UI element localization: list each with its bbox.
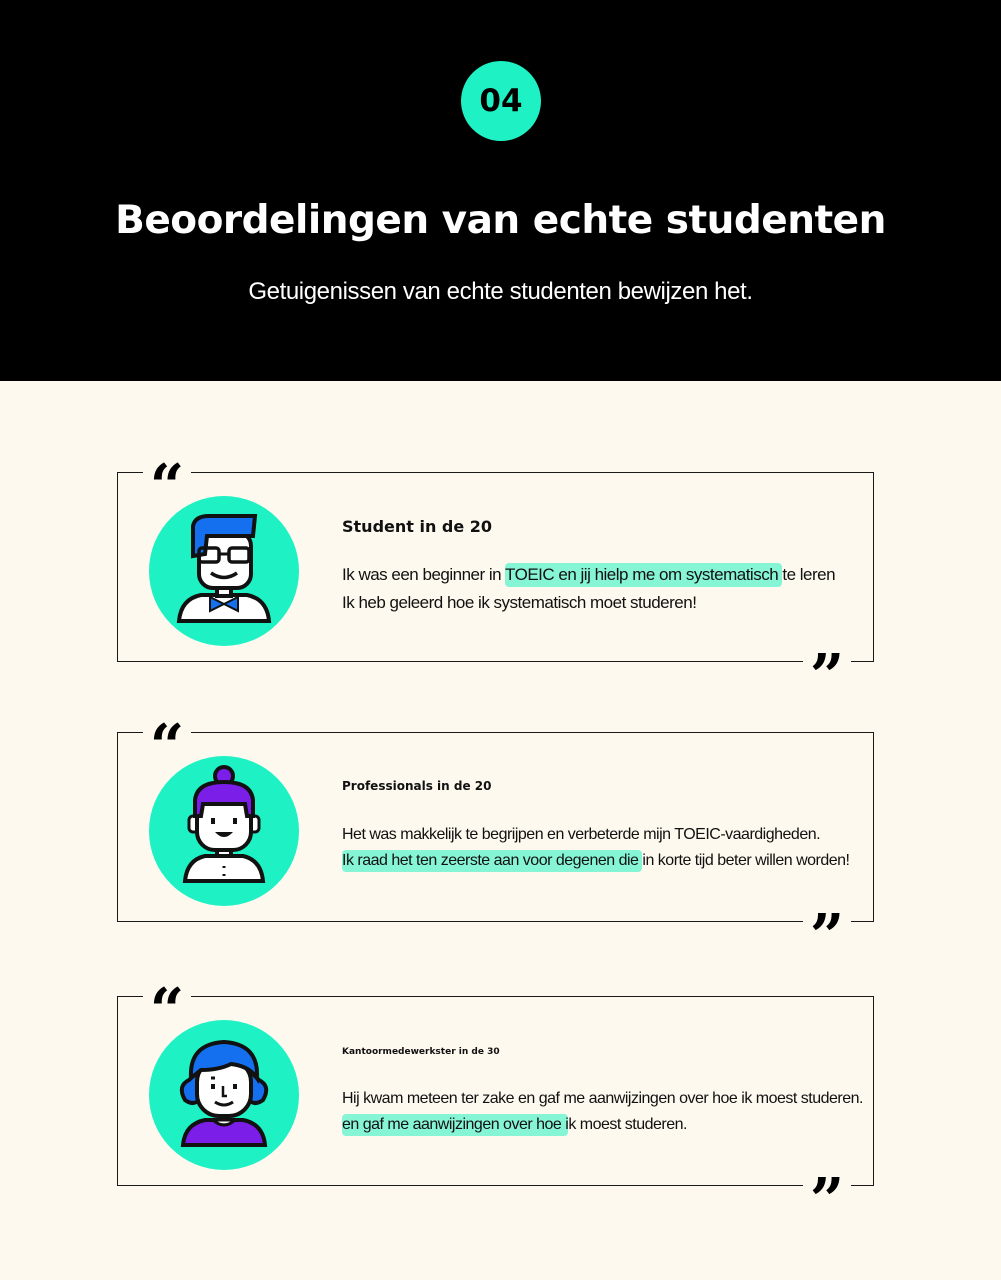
header-banner xyxy=(0,0,1001,381)
student-avatar-icon xyxy=(149,496,299,646)
review-highlight: Ik raad het ten zeerste aan voor degenen die xyxy=(342,850,642,872)
reviewer-name: Kantoormedewerkster in de 30 xyxy=(342,1047,500,1057)
review-text-line: Ik heb geleerd hoe ik systematisch moet studeren! xyxy=(342,593,697,612)
reviewer-name: Student in de 20 xyxy=(342,517,493,536)
review-text-line: en gaf me aanwijzingen over hoe ik moest studeren. xyxy=(342,1116,687,1134)
close-quote-icon: ” xyxy=(803,1167,851,1207)
open-quote-icon: “ xyxy=(143,983,191,1023)
review-highlight: TOEIC en jij hielp me om systematisch xyxy=(505,563,782,587)
office-worker-avatar-icon xyxy=(149,1020,299,1170)
review-text-line: Hij kwam meteen ter zake en gaf me aanwijzingen over hoe ik moest studeren. xyxy=(342,1090,863,1107)
section-number-badge: 04 xyxy=(461,61,541,141)
review-card xyxy=(117,719,874,943)
reviewer-name: Professionals in de 20 xyxy=(342,779,492,793)
review-text-line: Het was makkelijk te begrijpen en verbeterde mijn TOEIC-vaardigheden. xyxy=(342,826,821,843)
close-quote-icon: ” xyxy=(803,903,851,943)
open-quote-icon: “ xyxy=(143,459,191,499)
close-quote-icon: ” xyxy=(803,643,851,683)
review-card xyxy=(117,459,874,683)
open-quote-icon: “ xyxy=(143,719,191,759)
page-subtitle: Getuigenissen van echte studenten bewijzen het. xyxy=(248,278,753,305)
review-highlight: en gaf me aanwijzingen over hoe i xyxy=(342,1114,568,1136)
review-card xyxy=(117,983,874,1207)
review-text-line: Ik was een beginner in TOEIC en jij hielp me om systematisch te leren xyxy=(342,565,835,585)
review-text-line: Ik raad het ten zeerste aan voor degenen die in korte tijd beter willen worden! xyxy=(342,852,850,870)
professional-avatar-icon xyxy=(149,756,299,906)
page-title: Beoordelingen van echte studenten xyxy=(115,198,886,243)
